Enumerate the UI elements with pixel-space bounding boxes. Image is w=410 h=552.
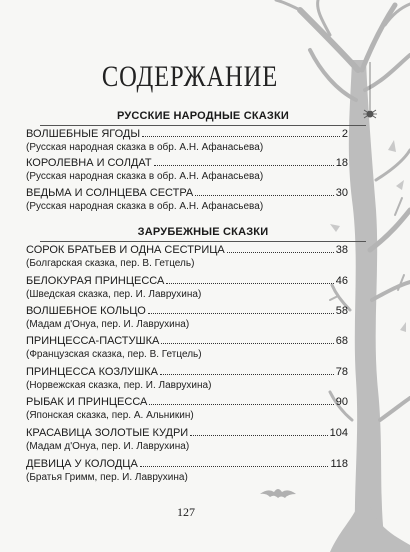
toc-entry[interactable] — [26, 244, 348, 270]
toc-entry[interactable] — [26, 396, 348, 422]
section-heading-label: ЗАРУБЕЖНЫЕ СКАЗКИ — [137, 226, 269, 238]
section-heading — [40, 110, 366, 122]
entry-subtitle: (Братья Гримм, пер. И. Лаврухина) — [26, 472, 188, 483]
entry-title: КОРОЛЕВНА И СОЛДАТ — [26, 157, 152, 169]
section-divider — [40, 125, 366, 126]
entry-page: 90 — [335, 396, 348, 408]
entry-page: 104 — [329, 427, 348, 439]
leader-dots — [161, 343, 333, 344]
entry-page: 78 — [335, 366, 348, 378]
entry-subtitle: (Мадам д'Онуа, пер. И. Лаврухина) — [26, 441, 190, 452]
entry-subtitle: (Русская народная сказка в обр. А.Н. Афанасьева) — [26, 171, 264, 182]
page-title: СОДЕРЖАНИЕ — [101, 60, 279, 93]
section-heading-label: РУССКИЕ НАРОДНЫЕ СКАЗКИ — [116, 110, 290, 122]
leader-dots — [140, 466, 329, 467]
leader-dots — [149, 404, 333, 405]
toc-entry[interactable] — [26, 427, 348, 453]
entry-title: ПРИНЦЕССА-ПАСТУШКА — [26, 335, 160, 347]
entry-title: СОРОК БРАТЬЕВ И ОДНА СЕСТРИЦА — [26, 244, 225, 256]
leader-dots — [166, 283, 333, 284]
entry-title: ДЕВИЦА У КОЛОДЦА — [26, 458, 138, 470]
entry-page: 18 — [335, 157, 348, 169]
entry-subtitle: (Русская народная сказка в обр. А.Н. Афанасьева) — [26, 201, 264, 212]
entry-page: 68 — [335, 335, 348, 347]
entry-title: КРАСАВИЦА ЗОЛОТЫЕ КУДРИ — [26, 427, 189, 439]
entry-page: 58 — [335, 305, 348, 317]
entry-page: 30 — [335, 187, 348, 199]
toc-entry[interactable] — [26, 128, 348, 154]
entry-subtitle: (Норвежская сказка, пер. И. Лаврухина) — [26, 380, 212, 391]
page-number: 127 — [177, 505, 195, 519]
entry-title: ПРИНЦЕССА КОЗЛУШКА — [26, 366, 158, 378]
entry-subtitle: (Французская сказка, пер. В. Гетцель) — [26, 349, 202, 360]
leader-dots — [190, 435, 327, 436]
toc-entry[interactable] — [26, 335, 348, 361]
toc-entry[interactable] — [26, 366, 348, 392]
entry-title: БЕЛОКУРАЯ ПРИНЦЕССА — [26, 275, 165, 287]
entry-title: ВОЛШЕБНОЕ КОЛЬЦО — [26, 305, 146, 317]
leader-dots — [142, 136, 340, 137]
section-divider — [40, 241, 366, 242]
entry-subtitle: (Шведская сказка, пер. И. Лаврухина) — [26, 289, 202, 300]
toc-entry[interactable] — [26, 157, 348, 183]
leader-dots — [154, 165, 334, 166]
bat-icon — [260, 489, 296, 498]
entry-title: ВЕДЬМА И СОЛНЦЕВА СЕСТРА — [26, 187, 194, 199]
leader-dots — [227, 252, 334, 253]
leader-dots — [148, 313, 334, 314]
entry-page: 38 — [335, 244, 348, 256]
entry-title: РЫБАК И ПРИНЦЕССА — [26, 396, 148, 408]
toc-entry[interactable] — [26, 305, 348, 331]
leader-dots — [160, 374, 334, 375]
toc-entry[interactable] — [26, 187, 348, 213]
entry-subtitle: (Русская народная сказка в обр. А.Н. Афанасьева) — [26, 142, 264, 153]
entry-subtitle: (Болгарская сказка, пер. В. Гетцель) — [26, 258, 195, 269]
section-heading — [40, 226, 366, 238]
entry-page: 118 — [330, 458, 348, 470]
toc-entry[interactable] — [26, 458, 348, 484]
entry-subtitle: (Мадам д'Онуа, пер. И. Лаврухина) — [26, 319, 190, 330]
leader-dots — [195, 195, 333, 196]
entry-title: ВОЛШЕБНЫЕ ЯГОДЫ — [26, 128, 141, 140]
toc-entry[interactable] — [26, 275, 348, 301]
entry-subtitle: (Японская сказка, пер. А. Альникин) — [26, 410, 194, 421]
entry-page: 46 — [335, 275, 348, 287]
entry-page: 2 — [341, 128, 348, 140]
